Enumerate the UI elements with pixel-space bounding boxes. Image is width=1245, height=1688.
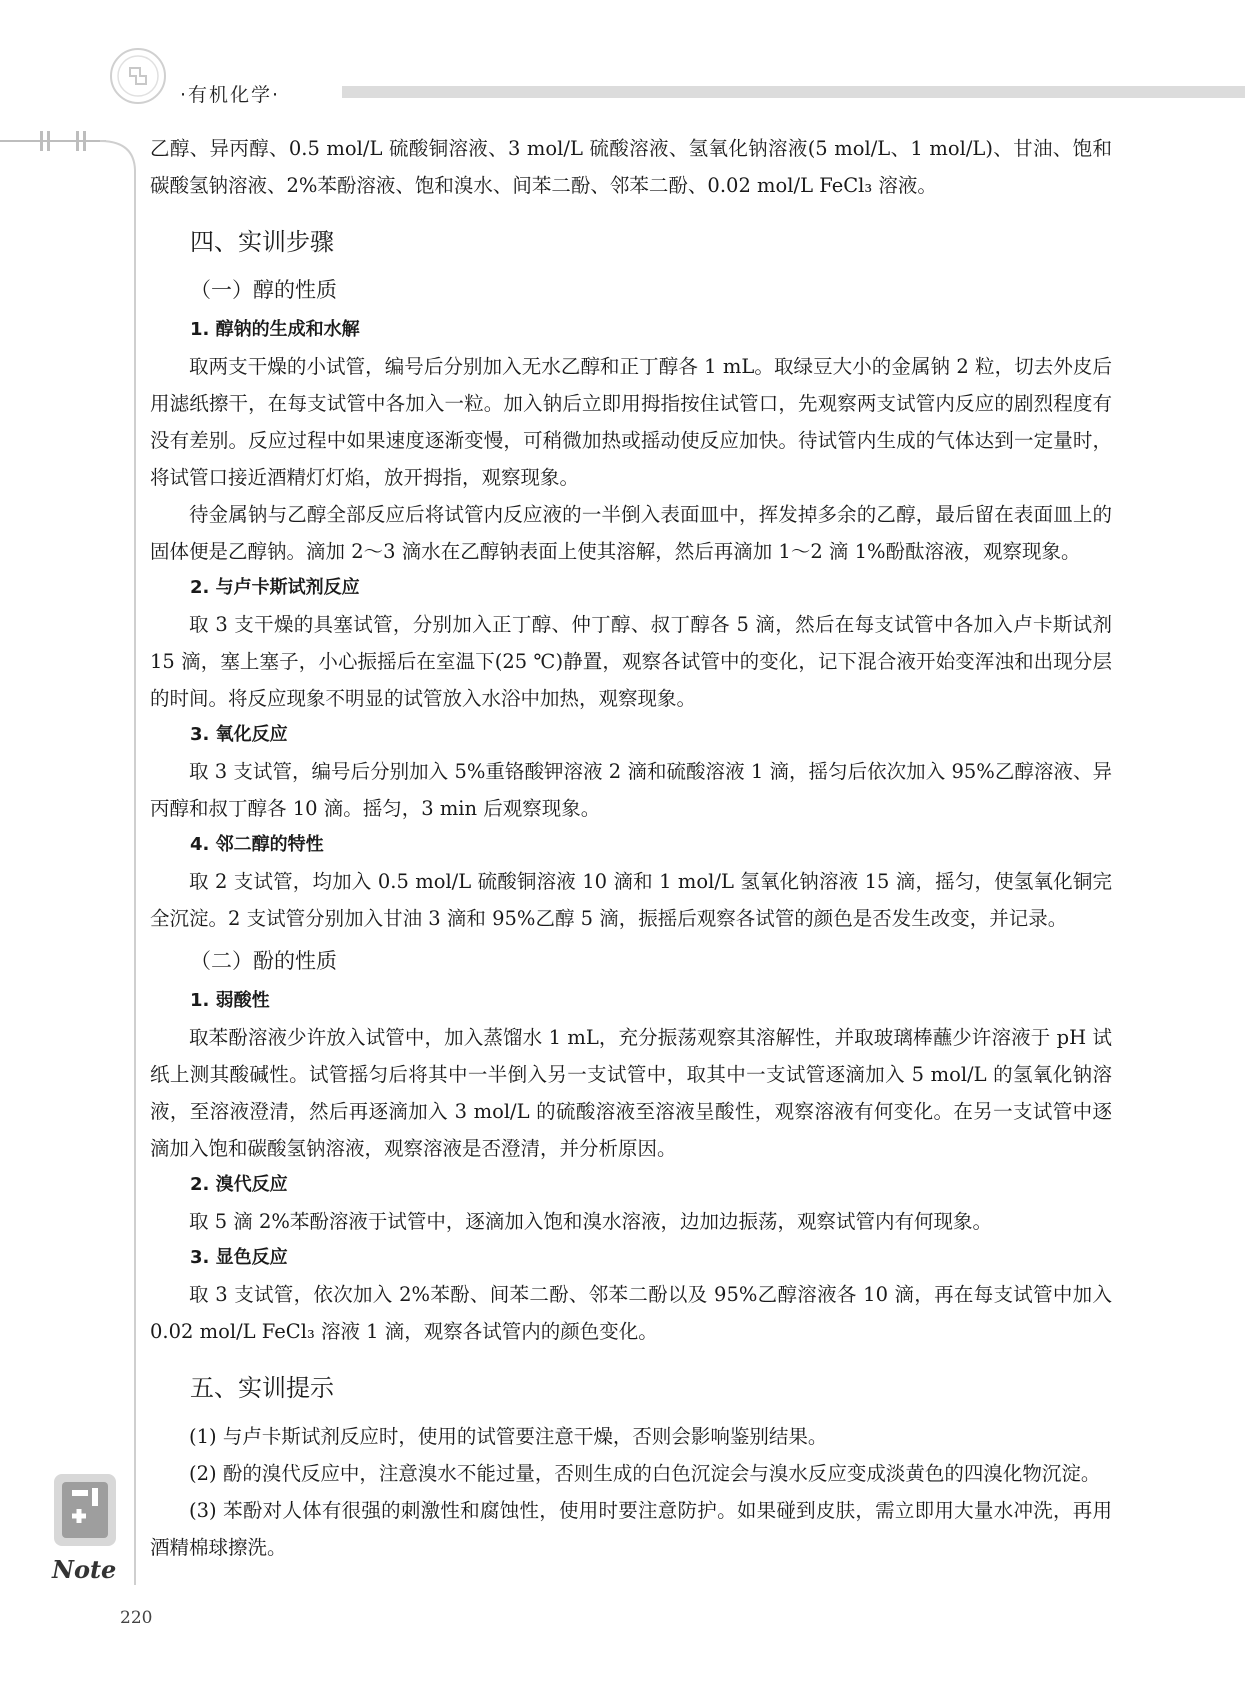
subsection-title-phenol: （二）酚的性质: [190, 949, 337, 973]
book-logo-icon: [108, 46, 168, 106]
subsection-title-alcohol: （一）醇的性质: [190, 278, 337, 302]
paragraph: 待金属钠与乙醇全部反应后将试管内反应液的一半倒入表面皿中，挥发掉多余的乙醇，最后留在表面皿上的固体便是乙醇钠。滴加 2～3 滴水在乙醇钠表面上使其溶解，然后再滴加 1～2 滴 1%酚酞溶液，观察现象。: [150, 503, 1112, 563]
tip-item: (1) 与卢卡斯试剂反应时，使用的试管要注意干燥，否则会影响鉴别结果。: [189, 1425, 828, 1448]
item-title-sodium-alkoxide: 1. 醇钠的生成和水解: [190, 319, 360, 340]
paragraph: 取 3 支试管，编号后分别加入 5%重铬酸钾溶液 2 滴和硫酸溶液 1 滴，摇匀后依次加入 95%乙醇溶液、异丙醇和叔丁醇各 10 滴。摇匀，3 min 后观察现象。: [150, 760, 1112, 820]
margin-ticks-icon: [38, 131, 98, 151]
tip-item: (2) 酚的溴代反应中，注意溴水不能过量，否则生成的白色沉淀会与溴水反应变成淡黄色的四溴化物沉淀。: [189, 1462, 1101, 1485]
page-content: [150, 130, 1112, 1566]
item-title-color-reaction: 3. 显色反应: [190, 1247, 288, 1268]
paragraph: 取 2 支试管，均加入 0.5 mol/L 硫酸铜溶液 10 滴和 1 mol/L 氢氧化钠溶液 15 滴，摇匀，使氢氧化铜完全沉淀。2 支试管分别加入甘油 3 滴和 95%乙醇 5 滴，振摇后观察各试管的颜色是否发生改变，并记录。: [150, 870, 1112, 930]
running-head: ·有机化学·: [180, 84, 281, 106]
margin-vertical-rule: [134, 205, 136, 1585]
paragraph: 取两支干燥的小试管，编号后分别加入无水乙醇和正丁醇各 1 mL。取绿豆大小的金属钠 2 粒，切去外皮后用滤纸擦干，在每支试管中各加入一粒。加入钠后立即用拇指按住试管口，先观察两支试管内反应的剧烈程度有没有差别。反应过程中如果速度逐渐变慢，可稍微加热或摇动使反应加快。待试管内生成的气体达到一定量时，将试管口接近酒精灯灯焰，放开拇指，观察现象。: [150, 355, 1112, 489]
section-title-tips: 五、实训提示: [190, 1374, 334, 1402]
note-clipboard-icon: [50, 1470, 120, 1550]
tip-item: (3) 苯酚对人体有很强的刺激性和腐蚀性，使用时要注意防护。如果碰到皮肤，需立即用大量水冲洗，再用酒精棉球擦洗。: [150, 1499, 1112, 1559]
item-title-weak-acidity: 1. 弱酸性: [190, 990, 270, 1011]
paragraph: 取 5 滴 2%苯酚溶液于试管中，逐滴加入饱和溴水溶液，边加边振荡，观察试管内有何现象。: [189, 1210, 992, 1233]
item-title-oxidation: 3. 氧化反应: [190, 724, 288, 745]
paragraph: 取苯酚溶液少许放入试管中，加入蒸馏水 1 mL，充分振荡观察其溶解性，并取玻璃棒蘸少许溶液于 pH 试纸上测其酸碱性。试管摇匀后将其中一半倒入另一支试管中，取其中一支试管逐滴加入 5 mol/L 的氢氧化钠溶液，至溶液澄清，然后再逐滴加入 3 mol/L 的硫酸溶液至溶液呈酸性，观察溶液有何变化。在另一支试管中逐滴加入饱和碳酸氢钠溶液，观察溶液是否澄清，并分析原因。: [150, 1026, 1112, 1160]
paragraph: 取 3 支干燥的具塞试管，分别加入正丁醇、仲丁醇、叔丁醇各 5 滴，然后在每支试管中各加入卢卡斯试剂 15 滴，塞上塞子，小心振摇后在室温下(25 ℃)静置，观察各试管中的变化，记下混合液开始变浑浊和出现分层的时间。将反应现象不明显的试管放入水浴中加热，观察现象。: [150, 613, 1112, 710]
note-label: Note: [52, 1555, 117, 1584]
margin-curve-icon: [100, 140, 140, 210]
page-number: 220: [120, 1608, 153, 1628]
paragraph: 取 3 支试管，依次加入 2%苯酚、间苯二酚、邻苯二酚以及 95%乙醇溶液各 10 滴，再在每支试管中加入 0.02 mol/L FeCl₃ 溶液 1 滴，观察各试管内的颜色变化。: [150, 1283, 1112, 1343]
section-title-steps: 四、实训步骤: [190, 228, 334, 256]
item-title-vicinal-diol: 4. 邻二醇的特性: [190, 834, 324, 855]
materials-paragraph: 乙醇、异丙醇、0.5 mol/L 硫酸铜溶液、3 mol/L 硫酸溶液、氢氧化钠溶液(5 mol/L、1 mol/L)、甘油、饱和碳酸氢钠溶液、2%苯酚溶液、饱和溴水、间苯二酚、邻苯二酚、0.02 mol/L FeCl₃ 溶液。: [150, 137, 1112, 197]
header-bar: [342, 86, 1245, 98]
item-title-bromination: 2. 溴代反应: [190, 1174, 288, 1195]
item-title-lucas: 2. 与卢卡斯试剂反应: [190, 577, 360, 598]
